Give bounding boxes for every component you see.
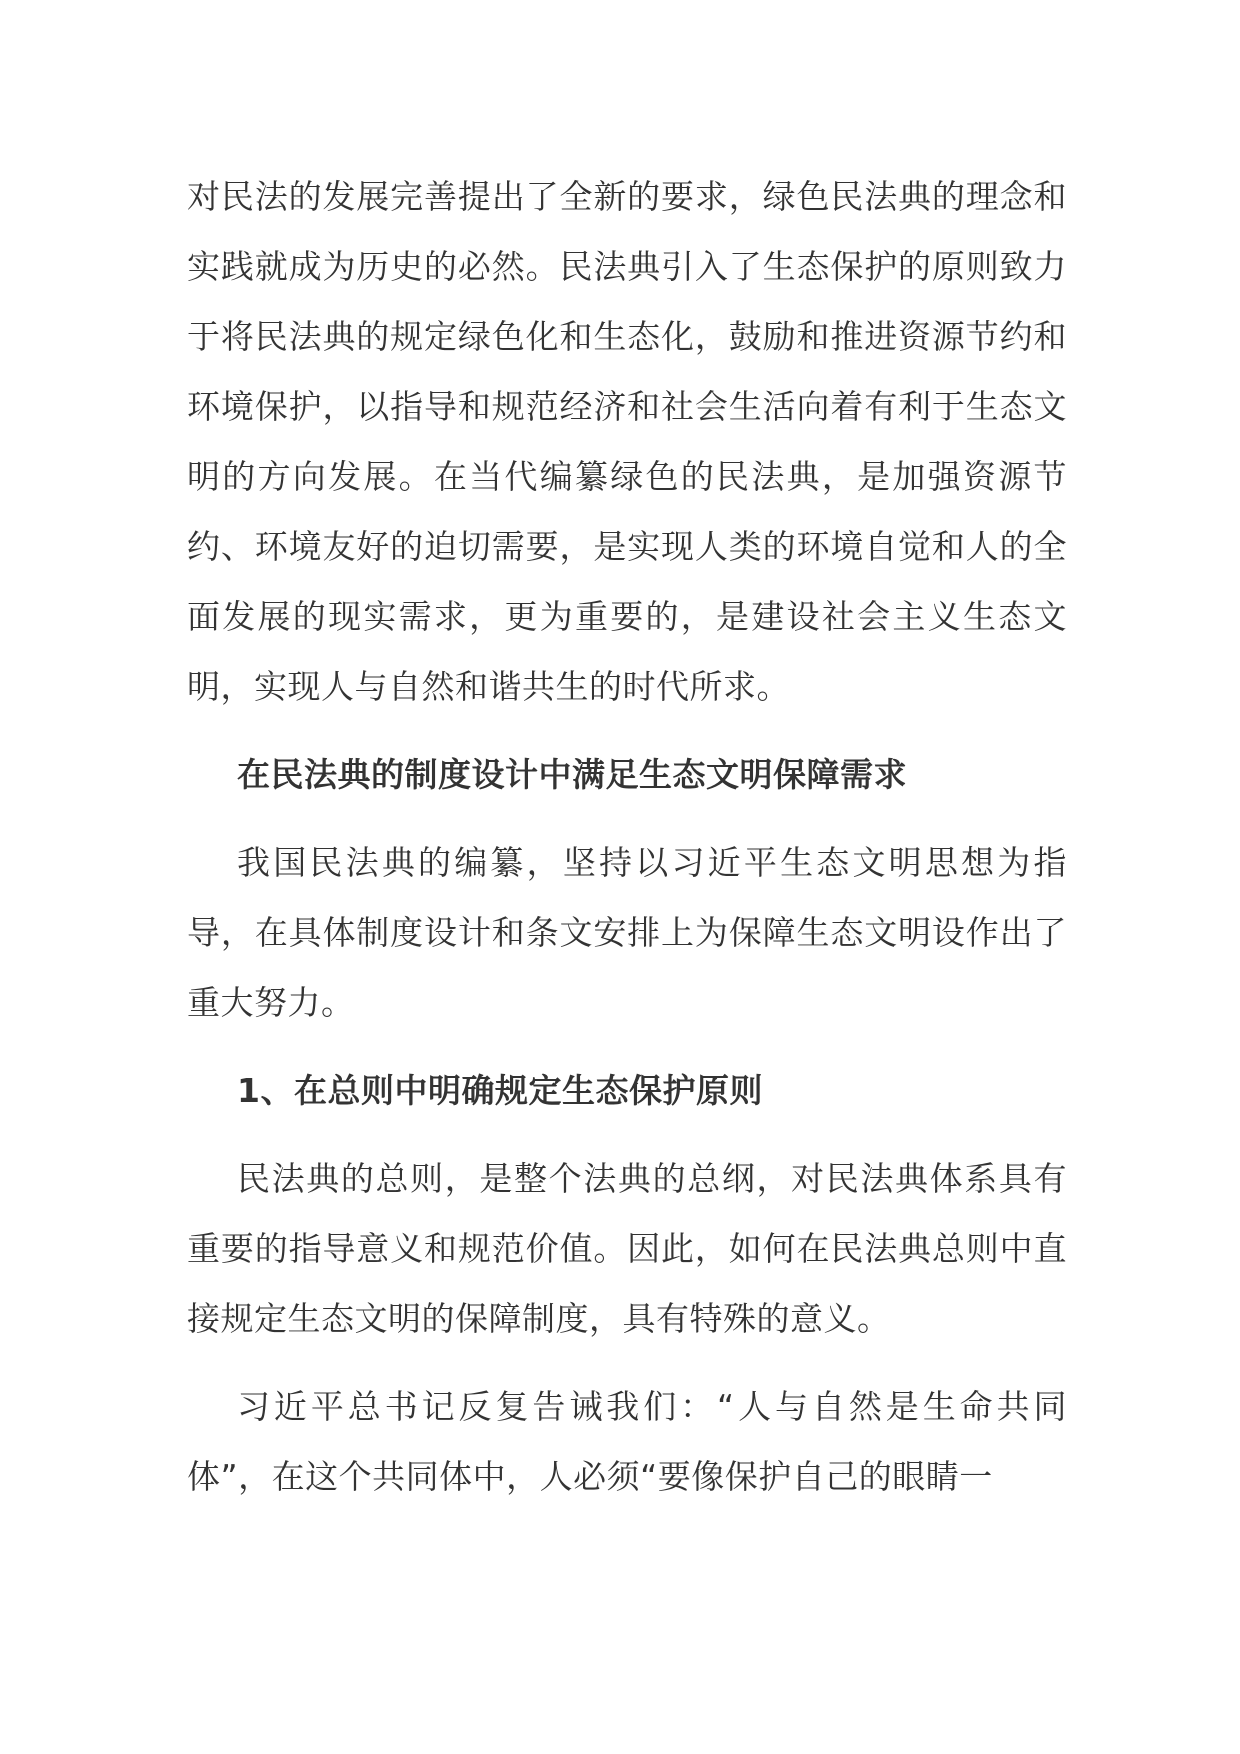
section-heading: 在民法典的制度设计中满足生态文明保障需求 bbox=[237, 755, 907, 794]
paragraph: 对民法的发展完善提出了全新的要求，绿色民法典的理念和实践就成为历史的必然。民法典引入了生态保护的原则致力于将民法典的规定绿色化和生态化，鼓励和推进资源节约和环境保护，以指导和规范经济和社会生活向着有利于生态文明的方向发展。在当代编纂绿色的民法典，是加强资源节约、环境友好的迫切需要，是实现人类的环境自觉和人的全面发展的现实需求，更为重要的，是建设社会主义生态文明，实现人与自然和谐共生的时代所求。 bbox=[187, 177, 1067, 706]
document-body bbox=[187, 162, 1067, 1512]
paragraph: 习近平总书记反复告诫我们：“人与自然是生命共同体”，在这个共同体中，人必须“要像保护自己的眼睛一 bbox=[187, 1387, 1067, 1496]
paragraph: 民法典的总则，是整个法典的总纲，对民法典体系具有重要的指导意义和规范价值。因此，如何在民法典总则中直接规定生态文明的保障制度，具有特殊的意义。 bbox=[187, 1159, 1067, 1338]
subsection-heading: 1、在总则中明确规定生态保护原则 bbox=[237, 1071, 763, 1110]
paragraph: 我国民法典的编纂，坚持以习近平生态文明思想为指导，在具体制度设计和条文安排上为保障生态文明设作出了重大努力。 bbox=[187, 843, 1067, 1022]
